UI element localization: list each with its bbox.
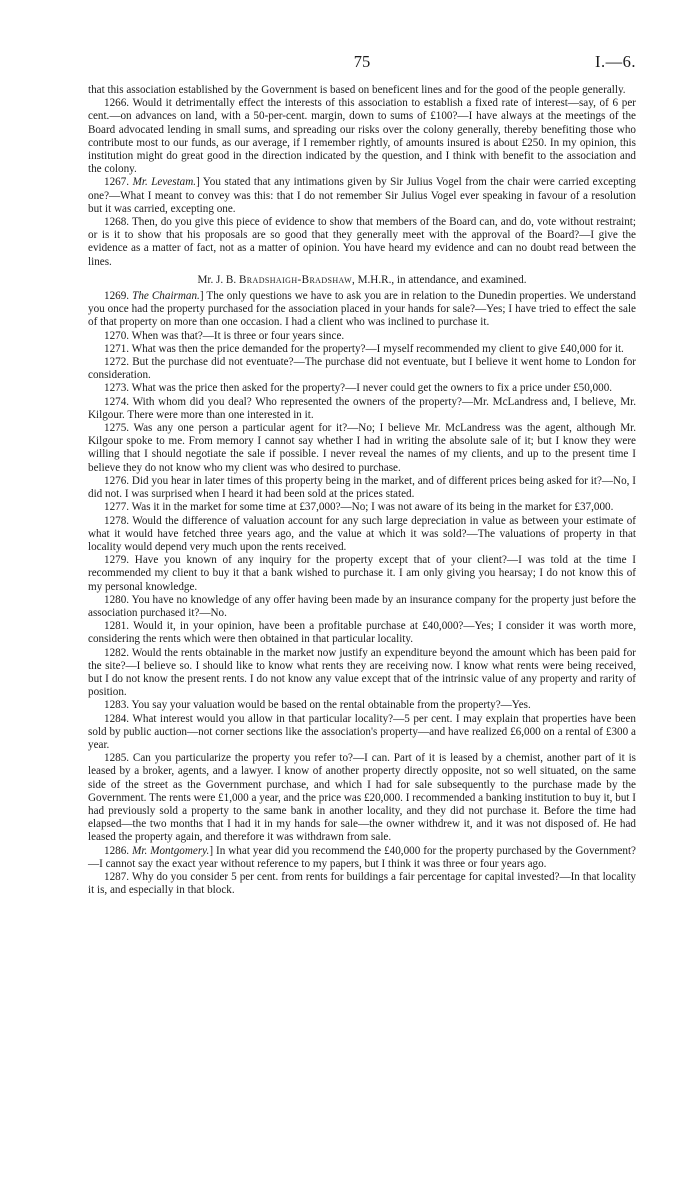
paragraph-continuation: that this association established by the Government is based on beneficent lines and for the good of the people generally. <box>88 84 626 96</box>
paragraph-1266: 1266. Would it detrimentally effect the interests of this association to establish a fixed rate of interest—say, of 6 per cent.—on advances on land, with a 50-per-cent. margin, down to sums of £100?—I have always at the meetings of the Board advocated lending in small sums, and spreading our risks over the colony generally, thereby benefiting those who contribute most to our funds, as our average, if I remember rightly, of amounts insured is about £250. In my opinion, this institution might do great good in the direction indicated by the question, and I think with benefit to the association and the colony. <box>88 97 636 176</box>
paragraph-1284: 1284. What interest would you allow in that particular locality?—5 per cent. I may explain that properties have been sold by public auction—not corner sections like the association's property—and have realized £6,000 on a rental of £300 a year. <box>88 712 636 751</box>
page-number: 75 <box>353 52 371 71</box>
paragraph-1287: 1287. Why do you consider 5 per cent. from rents for buildings a fair percentage for capital invested?—In that locality it is, and especially in that block. <box>88 870 636 897</box>
paragraph-1275: 1275. Was any one person a particular agent for it?—No; I believe Mr. McLandress was the agent, although Mr. Kilgour spoke to me. From memory I cannot say whether I had in writing the absolute sale of it; but I know they were willing that I should negotiate the sale if possible. I never reveal the names of my clients, and up to the present time I believe they do not know who my client was who desired to purchase. <box>88 422 636 474</box>
speaker-name: The Chairman. <box>132 290 200 303</box>
page-header <box>88 52 636 72</box>
paragraph-1268: 1268. Then, do you give this piece of evidence to show that members of the Board can, and do, vote without restraint; or is it to show that his proposals are so good that they generally meet with the approval of the Board?—I give the evidence as a matter of fact, not as a matter of opinion. You have heard my evidence and can no doubt read between the lines. <box>88 216 636 268</box>
witness-heading: Mr. J. B. Bradshaigh-Bradshaw, M.H.R., in attendance, and examined. <box>197 273 527 286</box>
paragraph-1274: 1274. With whom did you deal? Who represented the owners of the property?—Mr. McLandress and, I believe, Mr. Kilgour. There were more than one interested in it. <box>88 395 636 421</box>
paragraph-1285: 1285. Can you particularize the property you refer to?—I can. Part of it is leased by a chemist, another part of it is leased by a broker, agents, and a lawyer. I know of another property directly opposite, not so well situated, on the same side of the street as the Government purchase, and which I had for sale subsequently to the purchase made by the Government. The rents were £1,000 a year, and the price was £20,000. I recommended a banking institution to buy it, but I had previously sold a property to the same bank in another locality, and they did not purchase it. Before the time had elapsed—the two months that I had it in my hands for sale—the owner withdrew it, and it was not disposed of. He had leased the property again, and therefore it was withdrawn from sale. <box>88 752 636 844</box>
paragraph-1269: 1269. The Chairman.] The only questions we have to ask you are in relation to the Dunedin properties. We understand you once had the property purchased for the association placed in your hands for sale?—Yes; I have tried to effect the sale of that property on more than one occasion. I had a client who was inclined to purchase it. <box>88 290 636 329</box>
paragraph-1277: 1277. Was it in the market for some time at £37,000?—No; I was not aware of its being in the market for £37,000. <box>104 501 614 514</box>
speaker-name: Mr. Levestam. <box>132 176 197 189</box>
page-reference: I.—6. <box>595 52 636 71</box>
paragraph-1280: 1280. You have no knowledge of any offer having been made by an insurance company for the property just before the association purchased it?—No. <box>88 593 636 619</box>
paragraph-1279: 1279. Have you known of any inquiry for the property except that of your client?—I was told at the time I recommended my client to buy it that a bank wished to purchase it. I am only giving you hearsay; I do not know this of my personal knowledge. <box>88 554 636 593</box>
paragraph-1281: 1281. Would it, in your opinion, have been a profitable purchase at £40,000?—Yes; I consider it was worth more, considering the rents which were then obtained in that particular locality. <box>88 620 636 646</box>
paragraph-1282: 1282. Would the rents obtainable in the market now justify an expenditure beyond the amount which has been paid for the site?—I believe so. I should like to know what rents they are receiving now. I know what rents were being received, but I do not know the present rents. I do not know any value except that of the intrinsic value of any property and rarity of position. <box>88 646 636 699</box>
paragraph-1267: 1267. Mr. Levestam.] You stated that any intimations given by Sir Julius Vogel from the chair were carried excepting one?—What I meant to convey was this: that I do not remember Sir Julius Vogel ever speaking in favour of a resolution but it was carried, excepting one. <box>88 176 636 215</box>
speaker-name: Mr. Montgomery. <box>132 844 210 857</box>
paragraph-1272: 1272. But the purchase did not eventuate?—The purchase did not eventuate, but I believe it went home to London for consideration. <box>88 356 636 382</box>
paragraph-1270: 1270. When was that?—It is three or four years since. <box>104 329 345 342</box>
document-body <box>88 84 636 897</box>
paragraph-1286: 1286. Mr. Montgomery.] In what year did you recommend the £40,000 for the property purchased by the Government?—I cannot say the exact year without reference to my papers, but I think it was three or four years ago. <box>88 844 636 870</box>
paragraph-1283: 1283. You say your valuation would be based on the rental obtainable from the property?—Yes. <box>104 699 531 712</box>
paragraph-1276: 1276. Did you hear in later times of this property being in the market, and of different prices being asked for it?—No, I did not. I was surprised when I heard it had been sold at the prices stated. <box>88 474 636 501</box>
paragraph-1271: 1271. What was then the price demanded for the property?—I myself recommended my client to give £40,000 for it. <box>104 342 624 355</box>
witness-name: Bradshaigh-Bradshaw <box>238 273 353 286</box>
paragraph-1278: 1278. Would the difference of valuation account for any such large depreciation in value as between your estimate of what it would have fetched three years ago, and the value at which it was sold?—The valuations of property in that locality would depend very much upon the rents received. <box>88 514 636 553</box>
paragraph-1273: 1273. What was the price then asked for the property?—I never could get the owners to fix a price under £50,000. <box>104 382 613 395</box>
